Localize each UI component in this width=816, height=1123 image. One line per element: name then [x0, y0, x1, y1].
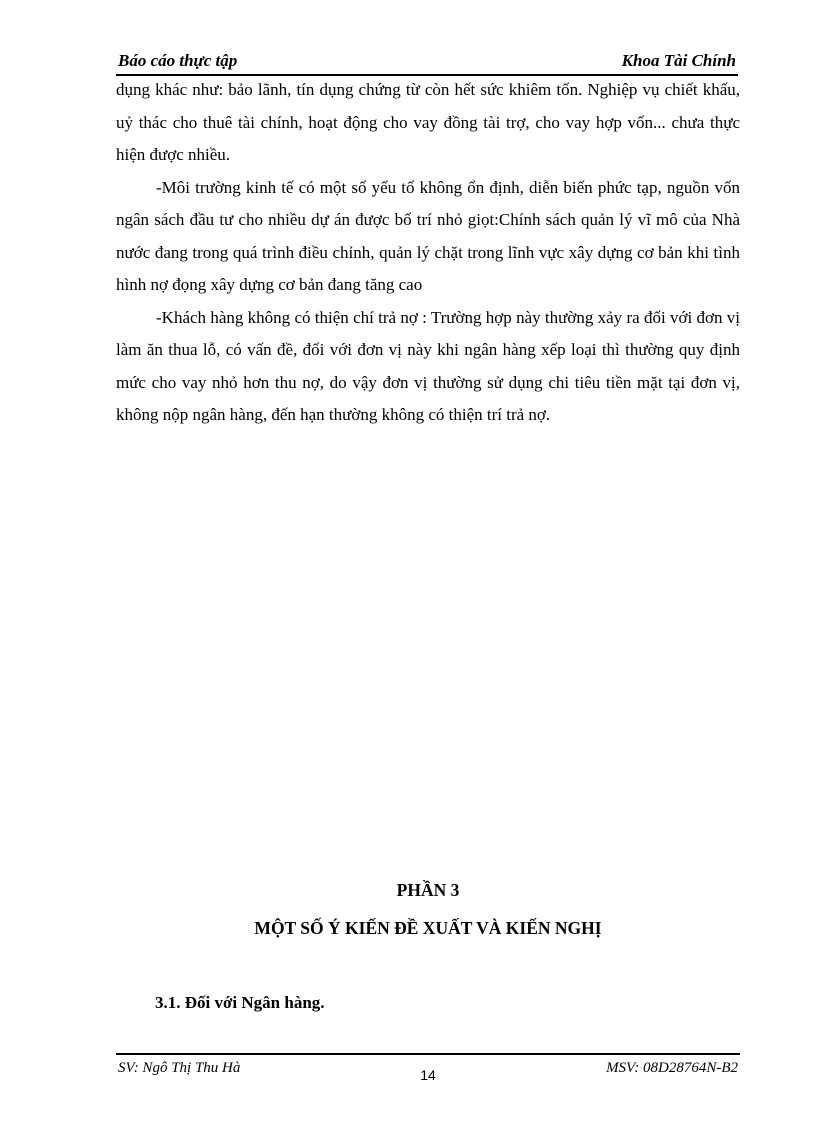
header-faculty: Khoa Tài Chính [621, 51, 736, 70]
section-title: 3.1. Đối với Ngân hàng. [155, 993, 325, 1012]
footer-student-name: SV: Ngô Thị Thu Hà [118, 1060, 241, 1076]
paragraph-economic-environment: -Môi trường kinh tế có một số yếu tố không ổn định, diễn biến phức tạp, nguồn vốn ngân sách đầu tư cho nhiều dự án được bố trí nhỏ giọt:Chính sách quản lý vĩ mô của Nhà nước đang trong quá trình điều chỉnh, quản lý chặt trong lĩnh vực xây dựng cơ bản khi tình hình nợ đọng xây dựng cơ bản đang tăng cao [116, 177, 740, 294]
paragraph-continuation: dụng khác như: bảo lãnh, tín dụng chứng từ còn hết sức khiêm tốn. Nghiệp vụ chiết khấu, uỷ thác cho thuê tài chính, hoạt động cho vay đồng tài trợ, cho vay hợp vốn... chưa thực hiện được nhiều. [116, 80, 740, 164]
page-header [116, 50, 738, 76]
page-footer [116, 1053, 740, 1085]
part-subtitle: MỘT SỐ Ý KIẾN ĐỀ XUẤT VÀ KIẾN NGHỊ [254, 918, 602, 938]
footer-student-id: MSV: 08D28764N-B2 [606, 1060, 738, 1076]
header-report-title: Báo cáo thực tập [118, 51, 238, 70]
page-number: 14 [420, 1067, 436, 1083]
paragraph-customer-willingness: -Khách hàng không có thiện chí trả nợ : Trường hợp này thường xảy ra đối với đơn vị làm ăn thua lỗ, có vấn đề, đối với đơn vị này khi ngân hàng xếp loại thì thường quy định mức cho vay nhỏ hơn thu nợ, do vậy đơn vị thường sử dụng chi tiêu tiền mặt tại đơn vị, không nộp ngân hàng, đến hạn thường không có thiện trí trả nợ. [116, 307, 740, 424]
part-title: PHẦN 3 [396, 880, 460, 900]
body-text [116, 74, 740, 432]
